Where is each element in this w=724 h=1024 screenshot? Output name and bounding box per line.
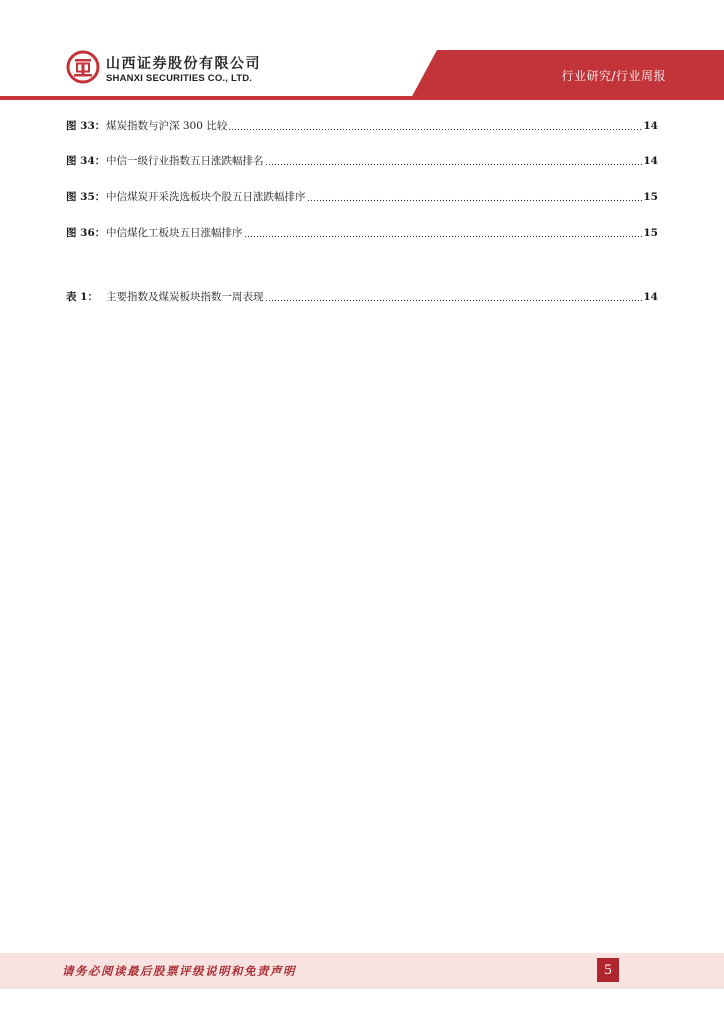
toc-table-title: 主要指数及煤炭板块指数一周表现 [106,291,264,303]
toc-figure-title: 煤炭指数与沪深 300 比较 [106,120,228,132]
company-name [106,56,261,85]
toc-leader-dots [244,226,643,238]
toc-leader-dots [265,290,643,302]
toc-page-number: 15 [643,227,658,239]
toc-figure-entry[interactable] [66,188,658,204]
toc-leader-dots [307,190,643,202]
company-name-cn: 山西证券股份有限公司 [106,56,261,72]
toc-figure-label: 图 34： [66,155,106,167]
toc-figure-title: 中信一级行业指数五日涨跌幅排名 [106,155,264,167]
footer-disclaimer: 请务必阅读最后股票评级说明和免责声明 [62,964,296,978]
toc-page-number: 14 [643,291,658,303]
page-header [0,0,724,100]
toc-table-label: 表 1： [66,291,98,303]
toc-figure-label: 图 36： [66,227,106,239]
toc-figure-entry[interactable] [66,224,658,240]
toc-table-entry[interactable] [66,288,658,304]
company-logo-icon [66,50,100,84]
toc-figure-entry[interactable] [66,152,658,168]
toc-figure-label: 图 35： [66,191,106,203]
toc-figure-label: 图 33： [66,120,106,132]
header-banner [0,0,724,100]
company-name-en: SHANXI SECURITIES CO., LTD. [106,73,253,84]
toc-page-number: 14 [643,155,658,167]
report-type: 行业研究/行业周报 [561,69,666,83]
toc-leader-dots [228,119,642,131]
toc-page-number: 14 [643,120,658,132]
toc-figure-title: 中信煤化工板块五日涨幅排序 [106,227,243,239]
page-number-badge: 5 [597,958,619,982]
toc-leader-dots [265,154,643,166]
toc-page-number: 15 [643,191,658,203]
toc-figure-entry[interactable] [66,117,658,133]
toc-figure-title: 中信煤炭开采洗选板块个股五日涨跌幅排序 [106,191,306,203]
